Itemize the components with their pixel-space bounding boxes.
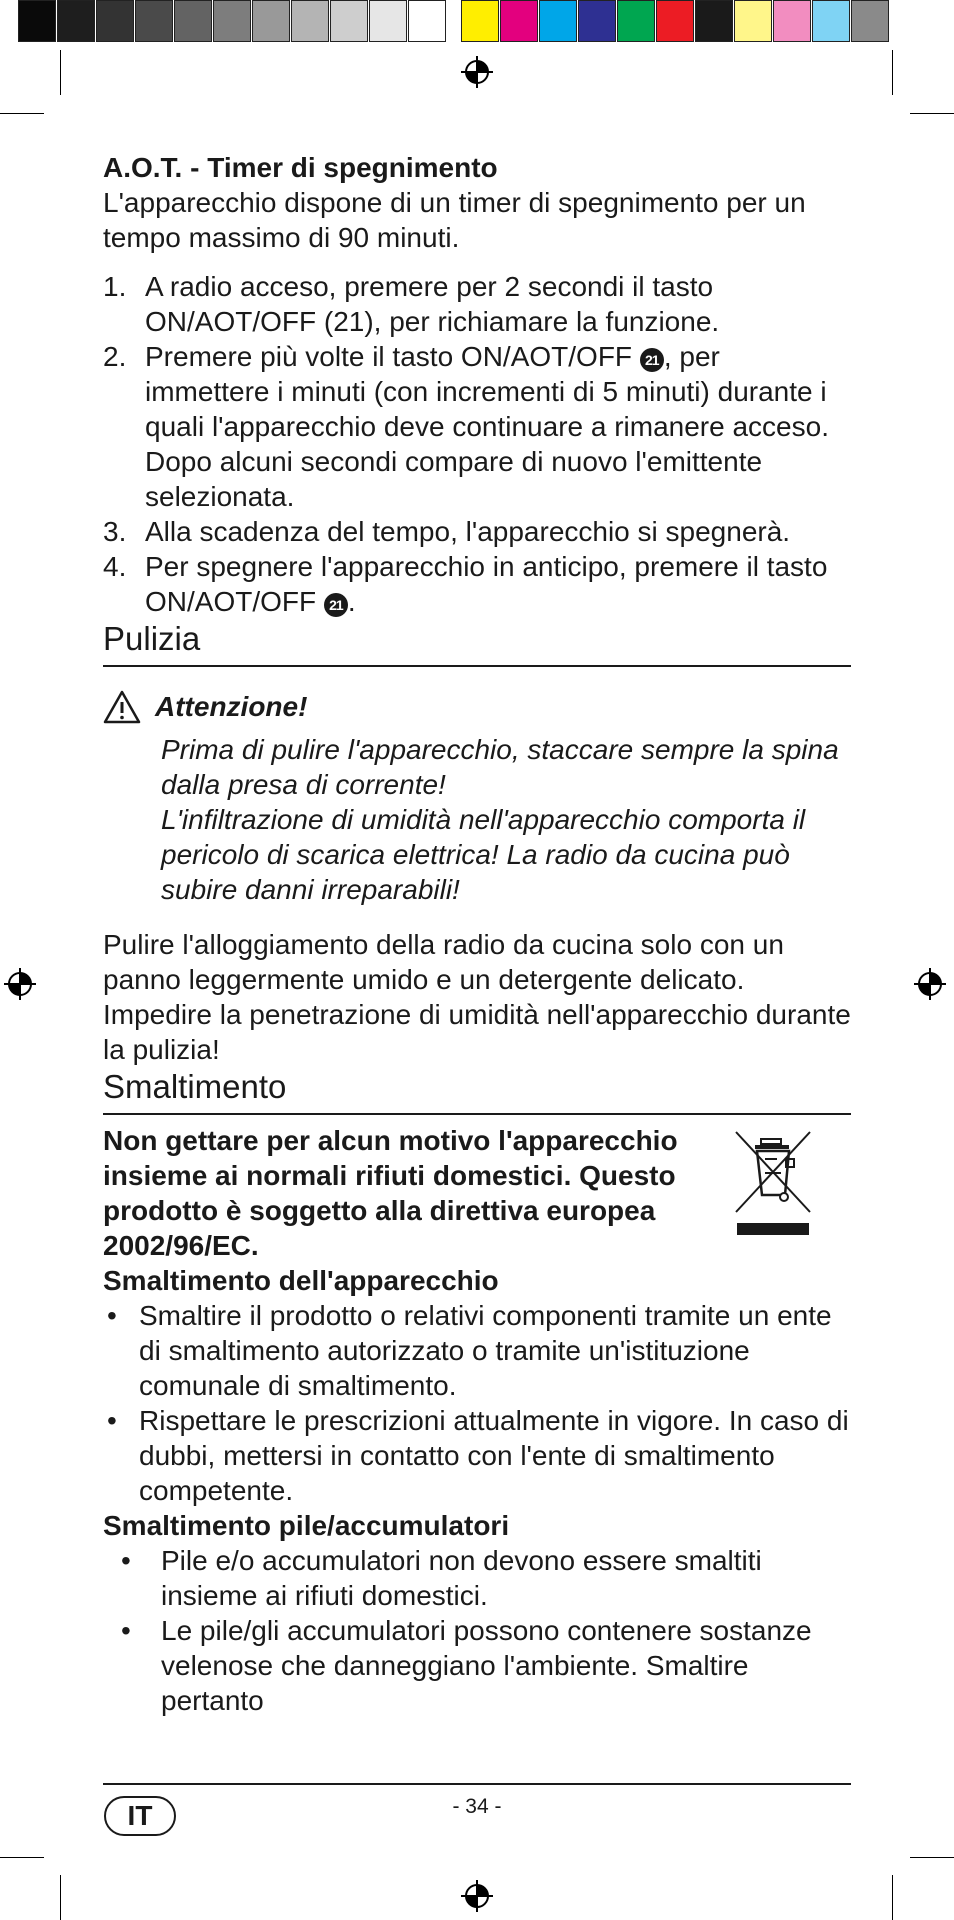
battery-disposal-list [103,1543,851,1718]
color-swatch [500,0,538,42]
list-item-text: Le pile/gli accumulatori possono contenere sostanze velenose che danneggiano l'ambiente. Smaltire pertanto [161,1615,812,1716]
color-swatch [578,0,616,42]
warning-title: Attenzione! [155,691,308,722]
list-item-text: Rispettare le prescrizioni attualmente in vigore. In caso di dubbi, mettersi in contatto con l'ente di smaltimento competente. [139,1405,849,1506]
color-swatch [656,0,694,42]
print-color-bar [18,0,890,44]
registration-mark-icon [4,968,36,1000]
color-swatch [330,0,368,42]
list-item [103,1298,851,1403]
step-item [103,269,851,339]
list-item [103,1613,851,1718]
step-text-post: , per immettere i minuti (con incrementi di 5 minuti) durante i quali l'apparecchio deve continuare a rimanere acceso. Dopo alcuni secondi compare di nuovo l'emittente selezionata. [145,341,829,512]
color-swatch [213,0,251,42]
step-number: 2. [103,341,127,372]
warning-line: L'infiltrazione di umidità nell'apparecchio comporta il pericolo di scarica elettrica! La radio da cucina può subire danni irreparabili! [161,804,806,905]
step-item [103,514,851,549]
color-swatch [617,0,655,42]
step-item [103,339,851,514]
reference-number-badge: 21 [324,593,348,617]
bullet-icon: • [107,1405,117,1436]
step-number: 3. [103,516,127,547]
color-swatch [734,0,772,42]
step-text: A radio acceso, premere per 2 secondi il tasto ON/AOT/OFF (21), per richiamare la funzione. [145,271,720,337]
registration-mark-icon [914,968,946,1000]
device-disposal-list [103,1298,851,1508]
color-swatch [812,0,850,42]
warning-block [103,689,851,907]
color-swatch [695,0,733,42]
crop-mark [910,113,954,114]
step-item [103,549,851,619]
step-text-pre: Premere più volte il tasto ON/AOT/OFF [145,341,640,372]
color-swatch [369,0,407,42]
warning-line: Prima di pulire l'apparecchio, staccare sempre la spina dalla presa di corrente! [161,734,839,800]
language-badge: IT [104,1796,176,1836]
page-content [103,150,851,1718]
step-number: 4. [103,551,127,582]
crop-mark [892,1875,893,1920]
step-number: 1. [103,271,127,302]
color-swatch [461,0,499,42]
crop-mark [0,113,44,114]
bullet-icon: • [107,1300,117,1331]
battery-disposal-heading: Smaltimento pile/accumulatori [103,1510,510,1541]
registration-mark-icon [461,56,493,88]
crop-mark [910,1857,954,1858]
footer-divider [103,1783,851,1785]
step-text: Alla scadenza del tempo, l'apparecchio si spegnerà. [145,516,791,547]
list-item [103,1403,851,1508]
color-swatch [57,0,95,42]
timer-intro: L'apparecchio dispone di un timer di spegnimento per un tempo massimo di 90 minuti. [103,187,806,253]
timer-heading: A.O.T. - Timer di spegnimento [103,152,498,183]
list-item-text: Pile e/o accumulatori non devono essere smaltiti insieme ai rifiuti domestici. [161,1545,762,1611]
color-swatch [252,0,290,42]
list-item [103,1543,851,1613]
section-title-pulizia: Pulizia [103,619,851,667]
color-swatch [135,0,173,42]
crop-mark [892,50,893,95]
step-text-post: . [347,586,356,617]
color-swatch [96,0,134,42]
page-number: - 34 - [452,1795,502,1818]
list-item-text: Smaltire il prodotto o relativi componenti tramite un ente di smaltimento autorizzato o tramite un'istituzione comunale di smaltimento. [139,1300,832,1401]
device-disposal-heading: Smaltimento dell'apparecchio [103,1265,499,1296]
bullet-icon: • [121,1545,131,1576]
crop-mark [60,50,61,95]
step-text-pre: Per spegnere l'apparecchio in anticipo, premere il tasto ON/AOT/OFF [145,551,828,617]
color-swatch [18,0,56,42]
bullet-icon: • [121,1615,131,1646]
color-swatch [539,0,577,42]
timer-steps [103,269,851,619]
cleaning-text: Pulire l'alloggiamento della radio da cucina solo con un panno leggermente umido e un detergente delicato. Impedire la penetrazione di umidità nell'apparecchio durante la pulizia! [103,929,851,1065]
color-swatch [174,0,212,42]
reference-number-badge: 21 [640,348,664,372]
section-title-smaltimento: Smaltimento [103,1067,851,1115]
registration-mark-icon [461,1880,493,1912]
disposal-notice-text: Non gettare per alcun motivo l'apparecchio insieme ai normali rifiuti domestici. Questo prodotto è soggetto alla direttiva europea 2002/96/EC. [103,1125,678,1261]
color-swatch [773,0,811,42]
color-swatch [851,0,889,42]
crop-mark [60,1875,61,1920]
color-swatch [408,0,446,42]
warning-triangle-icon [103,690,141,724]
color-swatch [291,0,329,42]
disposal-notice [103,1123,851,1263]
crop-mark [0,1857,44,1858]
crossed-out-wheelie-bin-icon [733,1129,813,1241]
